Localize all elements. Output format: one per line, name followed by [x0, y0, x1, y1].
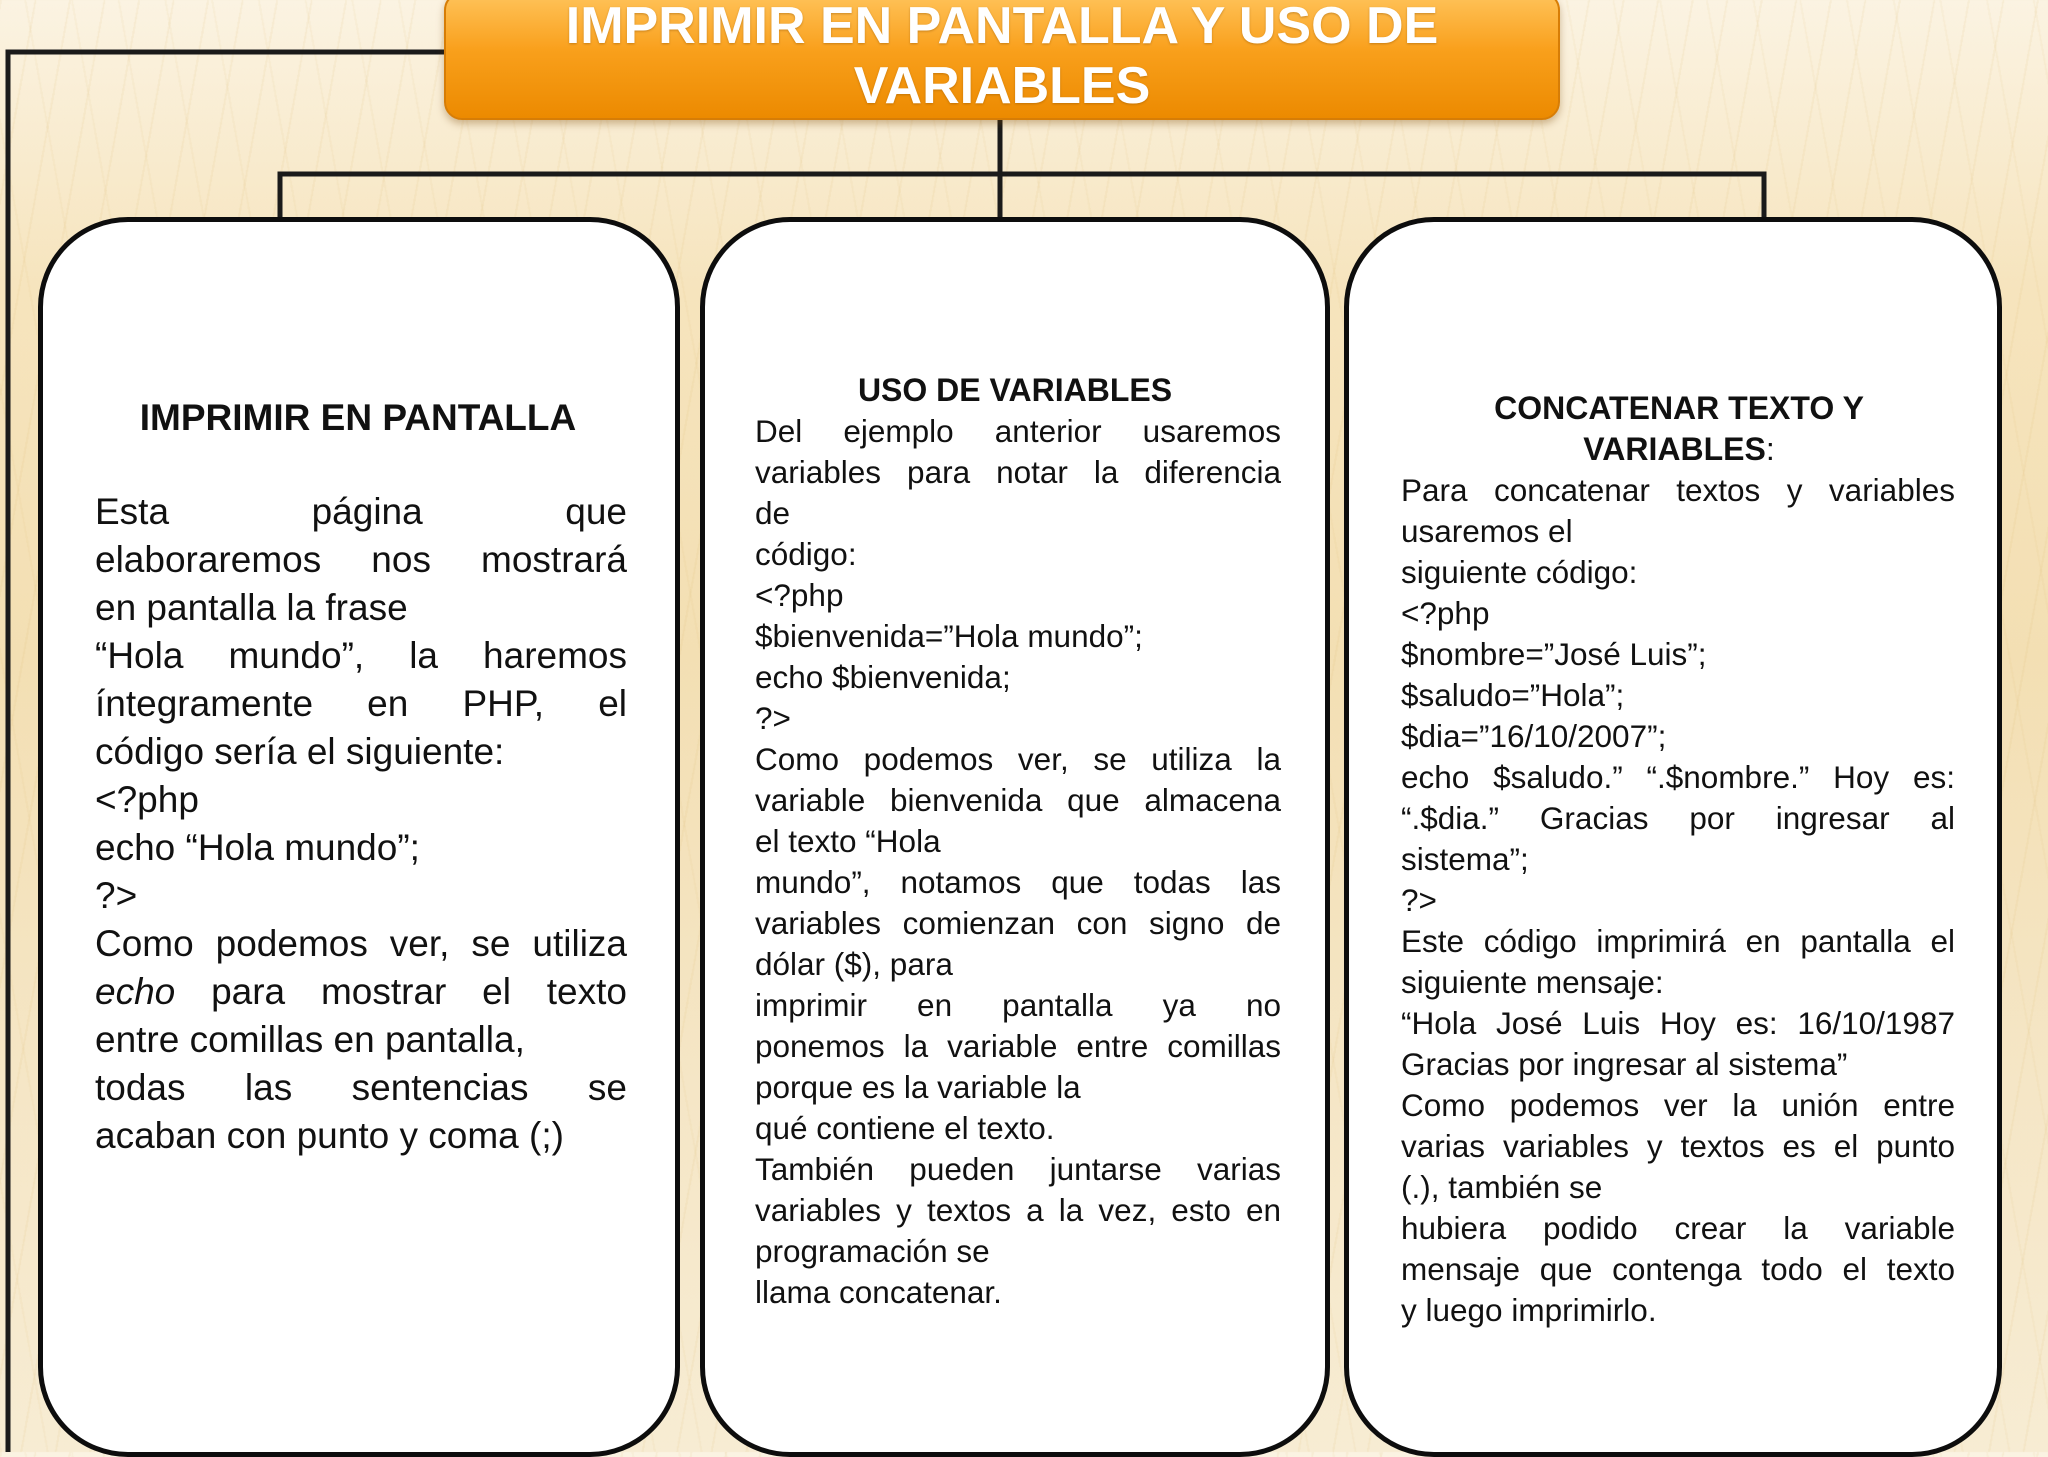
- card-3-heading-word: VARIABLES: [1583, 431, 1766, 467]
- card-2-line: <?php: [755, 577, 844, 613]
- card-2-line: qué contiene el texto.: [755, 1110, 1055, 1146]
- echo-keyword: echo: [95, 971, 176, 1012]
- card-3-line: Como podemos ver la unión entre: [1401, 1087, 1955, 1123]
- card-3-line: usaremos el: [1401, 513, 1573, 549]
- card-2-line: variables y textos a la vez, esto en: [755, 1192, 1281, 1228]
- card-1-body: [95, 488, 627, 1160]
- card-2-line: llama concatenar.: [755, 1274, 1002, 1310]
- card-3-line: <?php: [1401, 595, 1490, 631]
- card-imprimir-en-pantalla: [38, 217, 680, 1457]
- card-1-line: “Hola mundo”, la haremos: [95, 635, 627, 676]
- card-3-line: hubiera podido crear la variable: [1401, 1210, 1955, 1246]
- card-3-line: echo $saludo.” “.$nombre.” Hoy es:: [1401, 759, 1955, 795]
- card-1-line: <?php: [95, 779, 199, 820]
- card-1-line: en pantalla la frase: [95, 587, 408, 628]
- card-2-line: variables comienzan con signo de: [755, 905, 1281, 941]
- card-1-line: todas las sentencias se: [95, 1067, 627, 1108]
- card-2-line: programación se: [755, 1233, 990, 1269]
- card-2-heading: USO DE VARIABLES: [857, 372, 1173, 408]
- card-3-line: “Hola José Luis Hoy es: 16/10/1987: [1401, 1005, 1955, 1041]
- card-3-heading: [1389, 388, 1969, 470]
- card-2-body: [755, 411, 1281, 1313]
- card-2-line: ponemos la variable entre comillas: [755, 1028, 1281, 1064]
- card-3-line: (.), también se: [1401, 1169, 1603, 1205]
- card-2-line: porque es la variable la: [755, 1069, 1081, 1105]
- card-2-line: ?>: [755, 700, 791, 736]
- card-concatenar-texto-y-variables: [1344, 217, 2002, 1457]
- card-2-line: variable bienvenida que almacena: [755, 782, 1281, 818]
- card-3-line: Gracias por ingresar al sistema”: [1401, 1046, 1848, 1082]
- card-1-line: código sería el siguiente:: [95, 731, 505, 772]
- diagram-title-line-2: VARIABLES: [853, 57, 1151, 115]
- card-1-line-echo-rest: para mostrar el texto: [211, 971, 627, 1012]
- card-uso-de-variables: [700, 217, 1330, 1457]
- card-1-line: Esta página que: [95, 491, 627, 532]
- card-3-heading-line-2: [1389, 429, 1969, 470]
- card-3-line: $nombre=”José Luis”;: [1401, 636, 1707, 672]
- card-3-line: y luego imprimirlo.: [1401, 1292, 1657, 1328]
- card-3-line: mensaje que contenga todo el texto: [1401, 1251, 1955, 1287]
- card-2-line: $bienvenida=”Hola mundo”;: [755, 618, 1143, 654]
- card-3-line: sistema”;: [1401, 841, 1529, 877]
- card-3-line: “.$dia.” Gracias por ingresar al: [1401, 800, 1955, 836]
- card-3-line: siguiente código:: [1401, 554, 1638, 590]
- card-1-line-echo: [95, 968, 627, 1016]
- card-3-line: Este código imprimirá en pantalla el: [1401, 923, 1955, 959]
- card-2-line: Del ejemplo anterior usaremos: [755, 413, 1281, 449]
- card-3-line: siguiente mensaje:: [1401, 964, 1664, 1000]
- diagram-title-line-1: IMPRIMIR EN PANTALLA Y USO DE: [565, 0, 1439, 55]
- card-1-line: íntegramente en PHP, el: [95, 683, 627, 724]
- card-2-line: código:: [755, 536, 857, 572]
- card-1-line: Como podemos ver, se utiliza: [95, 923, 627, 964]
- card-2-line: variables para notar la diferencia: [755, 454, 1281, 490]
- branch-connector-line: [280, 174, 1764, 217]
- card-3-line: $saludo=”Hola”;: [1401, 677, 1625, 713]
- card-1-line: elaboraremos nos mostrará: [95, 539, 627, 580]
- card-3-line: Para concatenar textos y variables: [1401, 472, 1955, 508]
- card-1-heading: IMPRIMIR EN PANTALLA: [139, 397, 577, 438]
- card-3-heading-colon: :: [1765, 431, 1775, 467]
- card-2-line: de: [755, 495, 791, 531]
- card-1-line: acaban con punto y coma (;): [95, 1115, 564, 1156]
- card-1-line: echo “Hola mundo”;: [95, 827, 420, 868]
- card-1-line: entre comillas en pantalla,: [95, 1019, 525, 1060]
- diagram-title-box: [444, 0, 1560, 120]
- card-1-line: ?>: [95, 875, 138, 916]
- card-2-line: También pueden juntarse varias: [755, 1151, 1281, 1187]
- card-3-line: varias variables y textos es el punto: [1401, 1128, 1955, 1164]
- card-3-line: ?>: [1401, 882, 1437, 918]
- card-2-line: echo $bienvenida;: [755, 659, 1011, 695]
- card-3-heading-line-1: CONCATENAR TEXTO Y: [1494, 390, 1864, 426]
- card-3-body: [1401, 470, 1955, 1331]
- card-3-line: $dia=”16/10/2007”;: [1401, 718, 1667, 754]
- card-2-line: el texto “Hola: [755, 823, 941, 859]
- card-2-line: mundo”, notamos que todas las: [755, 864, 1281, 900]
- card-2-line: imprimir en pantalla ya no: [755, 987, 1281, 1023]
- card-2-line: dólar ($), para: [755, 946, 953, 982]
- card-2-line: Como podemos ver, se utiliza la: [755, 741, 1281, 777]
